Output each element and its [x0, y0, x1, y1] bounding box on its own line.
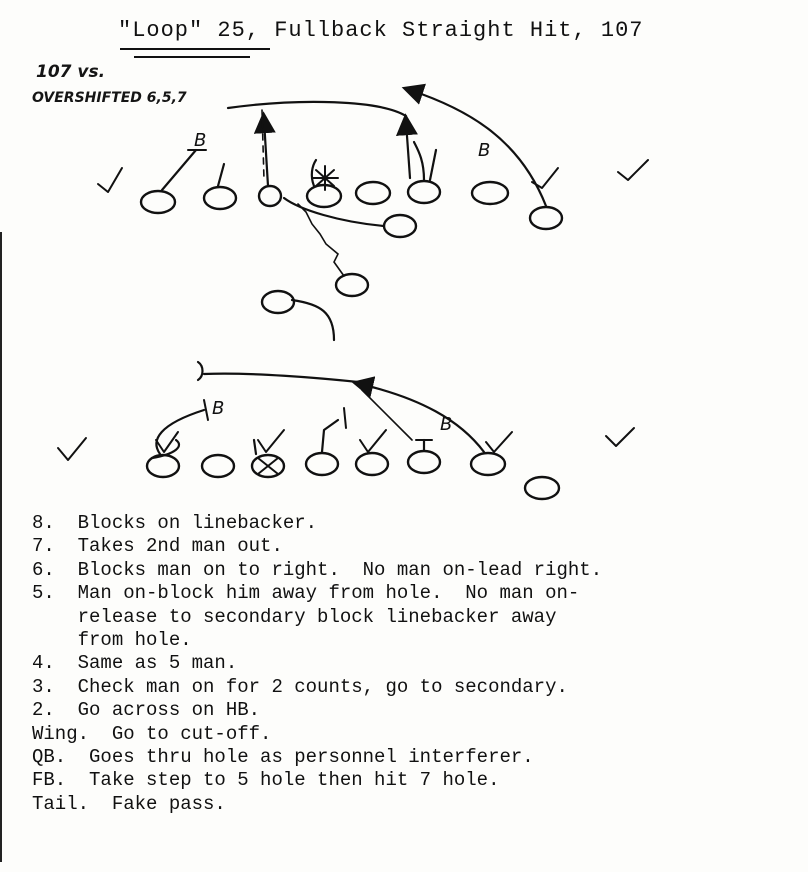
player-quarterback [384, 215, 416, 237]
player-check [486, 432, 512, 452]
block-label: B [212, 398, 225, 419]
player-tailback [262, 291, 294, 313]
defender-mark [98, 168, 122, 192]
defender-mark [58, 438, 86, 460]
player-end-right [472, 182, 508, 204]
player-tackle-right [408, 451, 440, 473]
assignment-line: 4. Same as 5 man. [32, 652, 238, 675]
assignment-line: 7. Takes 2nd man out. [32, 535, 283, 558]
right-side-arrow [406, 122, 410, 178]
loop-route [204, 374, 358, 382]
player-tackle-right [408, 181, 440, 203]
center-block [312, 160, 316, 186]
top-formation [98, 90, 648, 340]
end-block [156, 410, 204, 454]
play-title: "Loop" 25, Fullback Straight Hit, 107 [118, 18, 644, 43]
player-tackle-left [202, 455, 234, 477]
player-wing [530, 207, 562, 229]
player-guard-left-x [252, 455, 284, 477]
player-guard-left [259, 186, 281, 206]
assignment-line: 2. Go across on HB. [32, 699, 261, 722]
handwritten-play-number: 107 vs. [36, 62, 106, 82]
center-block [322, 420, 338, 452]
player-wing [525, 477, 559, 499]
tackle-block [218, 164, 224, 186]
assignment-line: 5. Man on-block him away from hole. No man on- [32, 582, 580, 605]
defender-mark [606, 428, 634, 446]
player-end-right [471, 453, 505, 475]
block-label: B [478, 140, 491, 161]
assignment-line: 6. Blocks man on to right. No man on-lead right. [32, 558, 603, 581]
player-guard-right [356, 453, 388, 475]
player-tackle-left [204, 187, 236, 209]
assignment-line: 8. Blocks on linebacker. [32, 512, 318, 534]
assignment-line: Tail. Fake pass. [32, 792, 226, 815]
assignment-line: 3. Check man on for 2 counts, go to secondary. [32, 675, 568, 698]
loop-route [228, 102, 406, 116]
block-label: B [194, 130, 207, 151]
tackle-right-block [430, 150, 436, 180]
block-left [162, 150, 196, 190]
player-end-left [141, 191, 175, 213]
assignment-line: from hole. [32, 629, 192, 652]
player-check [360, 430, 386, 452]
block-label: B [440, 414, 453, 435]
player-check [258, 430, 284, 452]
assignment-line: Wing. Go to cut-off. [32, 722, 272, 745]
center-tick [344, 408, 346, 428]
assignment-line: FB. Take step to 5 hole then hit 7 hole. [32, 769, 500, 792]
center-star [312, 166, 338, 190]
assignment-list [32, 512, 792, 816]
wing-route [360, 384, 484, 452]
tailback-route [292, 300, 334, 340]
player-fullback [336, 274, 368, 296]
bottom-formation [58, 362, 634, 499]
player-center [306, 453, 338, 475]
assignment-line: release to secondary block linebacker away [32, 605, 557, 628]
guard-right-block [414, 142, 424, 180]
guard-block [254, 440, 256, 454]
defender-mark [618, 160, 648, 180]
assignment-line: QB. Goes thru hole as personnel interferer. [32, 746, 534, 769]
handwritten-formation-note: OVERSHIFTED 6,5,7 [32, 90, 187, 106]
player-guard-right [356, 182, 390, 204]
loop-route-start [198, 362, 203, 380]
